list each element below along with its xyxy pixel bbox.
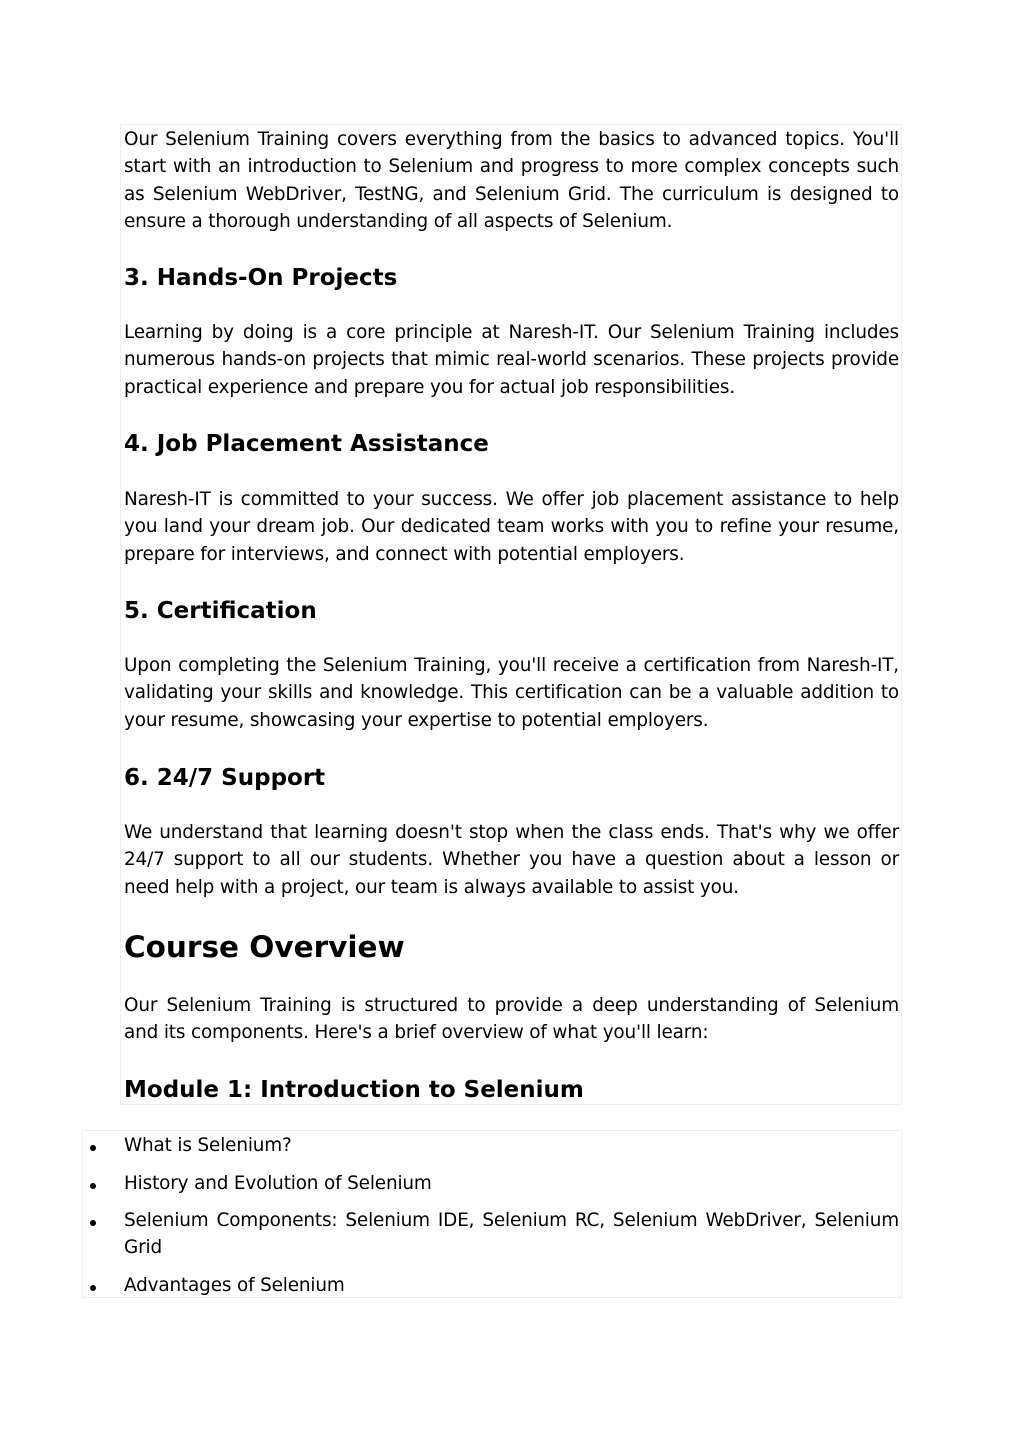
list-item-text: Selenium Components: Selenium IDE, Selenium RC, Selenium WebDriver, Selenium Grid [124, 1210, 899, 1259]
section-heading-job-placement: 4. Job Placement Assistance [124, 431, 489, 457]
section-body-hands-on-projects: Learning by doing is a core principle at Naresh-IT. Our Selenium Training includes numerous hands-on projects that mimic real-world scenarios. These projects provide practical experience and prepare you for actual job responsibilities. [124, 322, 899, 398]
list-item-text: Advantages of Selenium [124, 1275, 345, 1296]
bullet-icon [90, 1220, 96, 1226]
intro-paragraph: Our Selenium Training covers everything from the basics to advanced topics. You'll start with an introduction to Selenium and progress to more complex concepts such as Selenium WebDriver, TestNG, and Selenium Grid. The curriculum is designed to ensure a thorough understanding of all aspects of Selenium. [124, 129, 899, 233]
list-item-text: What is Selenium? [124, 1135, 292, 1156]
list-item-text: History and Evolution of Selenium [124, 1173, 432, 1194]
section-body-job-placement: Naresh-IT is committed to your success. We offer job placement assistance to help you land your dream job. Our dedicated team works with you to refine your resume, prepare for interviews, and connect with potential employers. [124, 489, 899, 565]
course-overview-body: Our Selenium Training is structured to provide a deep understanding of Selenium and its components. Here's a brief overview of what you'll learn: [124, 995, 899, 1044]
bullet-icon [90, 1145, 96, 1151]
section-heading-certification: 5. Certification [124, 598, 317, 624]
bullet-icon [90, 1183, 96, 1189]
module-1-heading: Module 1: Introduction to Selenium [124, 1077, 584, 1103]
section-body-certification: Upon completing the Selenium Training, you'll receive a certification from Naresh-IT, validating your skills and knowledge. This certification can be a valuable addition to your resume, showcasing your expertise to potential employers. [124, 655, 899, 731]
course-overview-heading: Course Overview [124, 930, 405, 964]
section-heading-support: 6. 24/7 Support [124, 765, 326, 791]
section-body-support: We understand that learning doesn't stop when the class ends. That's why we offer 24/7 support to all our students. Whether you have a question about a lesson or need help with a project, our team is always available to assist you. [124, 822, 899, 898]
section-heading-hands-on-projects: 3. Hands-On Projects [124, 265, 398, 291]
bullet-icon [90, 1285, 96, 1291]
